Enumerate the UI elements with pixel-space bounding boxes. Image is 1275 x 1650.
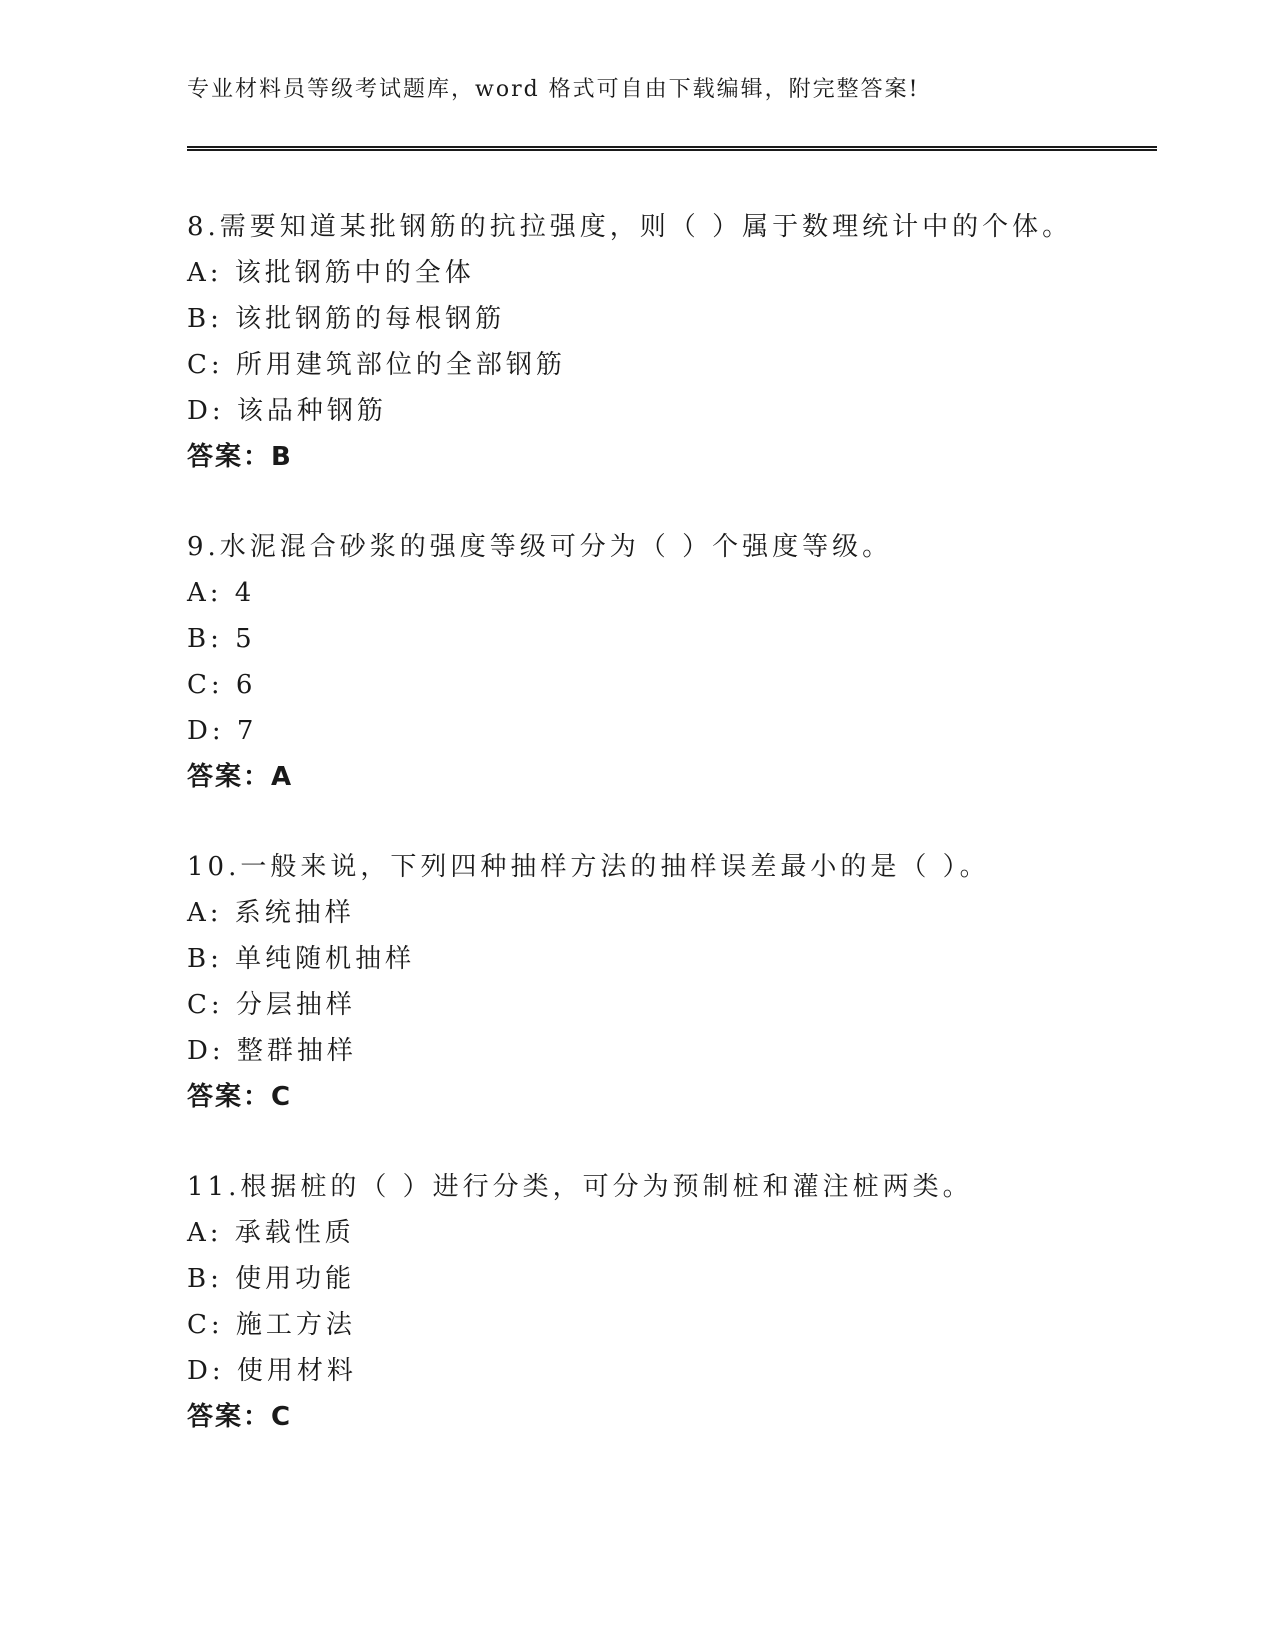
question-9 [187, 524, 1147, 800]
question-11 [187, 1164, 1147, 1440]
question-10 [187, 844, 1147, 1120]
option-a: A: 承载性质 [187, 1218, 355, 1248]
option-a: A: 系统抽样 [187, 898, 355, 928]
option-d: D: 7 [187, 716, 258, 746]
answer-line: 答案：C [187, 1402, 293, 1432]
question-stem: 11.根据桩的（ ）进行分类，可分为预制桩和灌注桩两类。 [187, 1172, 973, 1202]
option-c: C: 分层抽样 [187, 990, 356, 1020]
option-d: D: 该品种钢筋 [187, 396, 387, 426]
option-b: B: 单纯随机抽样 [187, 944, 416, 974]
answer-line: 答案：C [187, 1082, 293, 1112]
option-b: B: 该批钢筋的每根钢筋 [187, 304, 506, 334]
option-d: D: 整群抽样 [187, 1036, 357, 1066]
option-b: B: 5 [187, 624, 256, 654]
page-header-text: 专业材料员等级考试题库，word 格式可自由下载编辑，附完整答案! [187, 77, 920, 102]
option-d: D: 使用材料 [187, 1356, 357, 1386]
option-a: A: 该批钢筋中的全体 [187, 258, 475, 288]
option-a: A: 4 [187, 578, 256, 608]
question-stem: 8.需要知道某批钢筋的抗拉强度，则（ ）属于数理统计中的个体。 [187, 212, 1073, 242]
question-stem: 9.水泥混合砂浆的强度等级可分为（ ）个强度等级。 [187, 532, 893, 562]
header-double-rule [187, 146, 1157, 151]
answer-line: 答案：A [187, 762, 294, 792]
option-b: B: 使用功能 [187, 1264, 356, 1294]
option-c: C: 所用建筑部位的全部钢筋 [187, 350, 566, 380]
answer-line: 答案：B [187, 442, 293, 472]
question-stem: 10.一般来说，下列四种抽样方法的抽样误差最小的是（ ）。 [187, 852, 990, 882]
option-c: C: 施工方法 [187, 1310, 356, 1340]
option-c: C: 6 [187, 670, 257, 700]
question-8 [187, 204, 1147, 480]
